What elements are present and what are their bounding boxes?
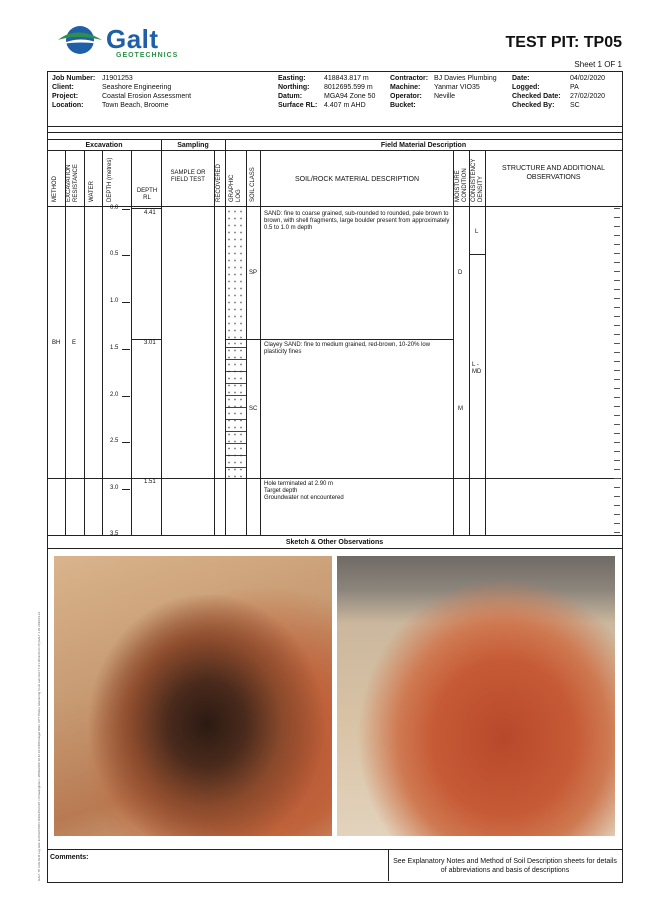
method-value: BH — [52, 340, 61, 346]
rl-value: 1.51 — [144, 479, 156, 485]
soil-class-header: SOIL CLASS — [250, 167, 256, 202]
surface-rl-value: 4.407 m AHD — [324, 102, 366, 109]
logged-value: PA — [570, 84, 579, 91]
consistency-value: L - MD — [472, 362, 482, 375]
graphic-log-sand — [226, 208, 246, 339]
northing-label: Northing: — [278, 84, 310, 91]
moisture-header: MOISTURE CONDITION — [455, 168, 468, 202]
depth-tick: 0.0 — [110, 205, 119, 211]
checked-date-value: 27/02/2020 — [570, 93, 606, 100]
water-header: WATER — [89, 181, 95, 202]
client-value: Seashore Engineering — [102, 84, 172, 91]
resistance-value: E — [72, 340, 77, 346]
bucket-label: Bucket: — [390, 102, 416, 109]
termination-note: Hole terminated at 2.90 m Target depth Groundwater not encountered — [264, 481, 344, 501]
method-header: METHOD — [52, 176, 58, 202]
resistance-header: EXCAVATION RESISTANCE — [66, 164, 79, 202]
divider — [47, 849, 622, 850]
page-title: TEST PIT: TP05 — [505, 34, 622, 51]
info-block — [52, 74, 617, 124]
operator-label: Operator: — [390, 93, 422, 100]
recovered-header: RECOVERED — [216, 163, 222, 202]
consistency-header: CONSISTENCY DENSITY — [471, 158, 484, 202]
excavation-section-title: Excavation — [85, 142, 123, 149]
right-ticks — [614, 208, 620, 534]
test-pit-photo — [54, 556, 332, 836]
depth-tick: 3.0 — [110, 485, 119, 491]
surface-rl-label: Surface RL: — [278, 102, 318, 109]
divider — [47, 132, 622, 133]
footer-divider — [388, 849, 389, 881]
depth-tick: 3.5 — [110, 531, 119, 537]
footer-note: See Explanatory Notes and Method of Soil Description sheets for details of abbreviations and basis of descriptions — [393, 858, 617, 874]
depth-tick: 0.5 — [110, 251, 119, 257]
logo-name: Galt — [106, 24, 159, 54]
operator-value: Neville — [434, 93, 456, 100]
divider — [47, 535, 622, 536]
checked-by-label: Checked By: — [512, 102, 555, 109]
datum-value: MGA94 Zone 50 — [324, 93, 376, 100]
checked-by-value: SC — [570, 102, 580, 109]
divider — [47, 548, 622, 549]
column-line — [161, 139, 162, 535]
graphic-log-header: GRAPHIC LOG — [229, 174, 242, 202]
depth-tick: 1.0 — [110, 298, 119, 304]
moisture-value: D — [458, 270, 463, 276]
date-value: 04/02/2020 — [570, 75, 606, 82]
machine-label: Machine: — [390, 84, 421, 91]
location-value: Town Beach, Broome — [102, 102, 169, 109]
comments-label: Comments: — [50, 854, 89, 861]
depth-tick: 2.5 — [110, 438, 119, 444]
easting-label: Easting: — [278, 75, 306, 82]
material-description: SAND: fine to coarse grained, sub-rounded to rounded, pale brown to brown, with shell fragments, large boulder present from approximately 0.5 to 1.0 m depth — [264, 211, 450, 231]
divider — [47, 126, 622, 127]
material-description: Clayey SAND: fine to medium grained, red-brown, 10-20% low plasticity fines — [264, 342, 431, 355]
logged-label: Logged: — [512, 84, 540, 91]
divider — [47, 139, 622, 140]
sheet-number: Sheet 1 OF 1 — [574, 60, 622, 69]
divider — [47, 150, 622, 151]
galt-logo — [56, 18, 186, 66]
layer-boundary — [469, 254, 485, 255]
material-description-header: SOIL/ROCK MATERIAL DESCRIPTION — [294, 176, 420, 183]
project-value: Coastal Erosion Assessment — [102, 93, 192, 100]
datum-label: Datum: — [278, 93, 303, 100]
layer-boundary — [225, 339, 453, 340]
logo-subtitle: GEOTECHNICS — [116, 52, 179, 59]
rl-value: 3.01 — [144, 340, 156, 346]
depth-rl-header: DEPTH RL — [136, 188, 158, 201]
easting-value: 418843.817 m — [324, 75, 369, 82]
layer-boundary — [131, 208, 161, 209]
job-number-value: J1901253 — [102, 75, 133, 82]
northing-value: 8012695.599 m — [324, 84, 373, 91]
depth-tick: 1.5 — [110, 345, 119, 351]
checked-date-label: Checked Date: — [512, 93, 561, 100]
divider — [47, 206, 622, 207]
structure-header: STRUCTURE AND ADDITIONAL OBSERVATIONS — [501, 165, 606, 181]
sample-header: SAMPLE OR FIELD TEST — [170, 170, 206, 183]
moisture-value: M — [458, 406, 463, 412]
sampling-section-title: Sampling — [177, 142, 209, 149]
rl-value: 4.41 — [144, 210, 156, 216]
consistency-value: L — [475, 229, 479, 235]
soil-class-value: SC — [249, 406, 258, 412]
spoil-pile-photo — [337, 556, 615, 836]
machine-value: Yanmar VIO35 — [434, 84, 480, 91]
graphic-log-clayey-sand — [226, 340, 246, 478]
depth-header: DEPTH (metres) — [107, 157, 113, 202]
soil-class-value: SP — [249, 270, 258, 276]
project-label: Project: — [52, 93, 79, 100]
depth-tick: 2.0 — [110, 392, 119, 398]
logo-mark-icon — [56, 18, 104, 62]
job-number-label: Job Number: — [52, 75, 96, 82]
contractor-value: BJ Davies Plumbing — [434, 75, 497, 82]
layer-boundary — [48, 478, 621, 479]
client-label: Client: — [52, 84, 74, 91]
location-label: Location: — [52, 102, 84, 109]
contractor-label: Contractor: — [390, 75, 429, 82]
side-metadata: GALT TP LOG GLB Log GGL EXCAVATION J1901253.GPJ <<DrawingFile>> 28/02/2020 10:42 10.0.000 Datgel DGD, CPT Plotter, Monitoring Tools Lab GALT 1.01 2019.03.21 Prj GALT 1.01 2019.03.21 — [37, 611, 41, 881]
date-label: Date: — [512, 75, 530, 82]
sketch-title: Sketch & Other Observations — [285, 539, 384, 546]
field-section-title: Field Material Description — [380, 142, 467, 149]
